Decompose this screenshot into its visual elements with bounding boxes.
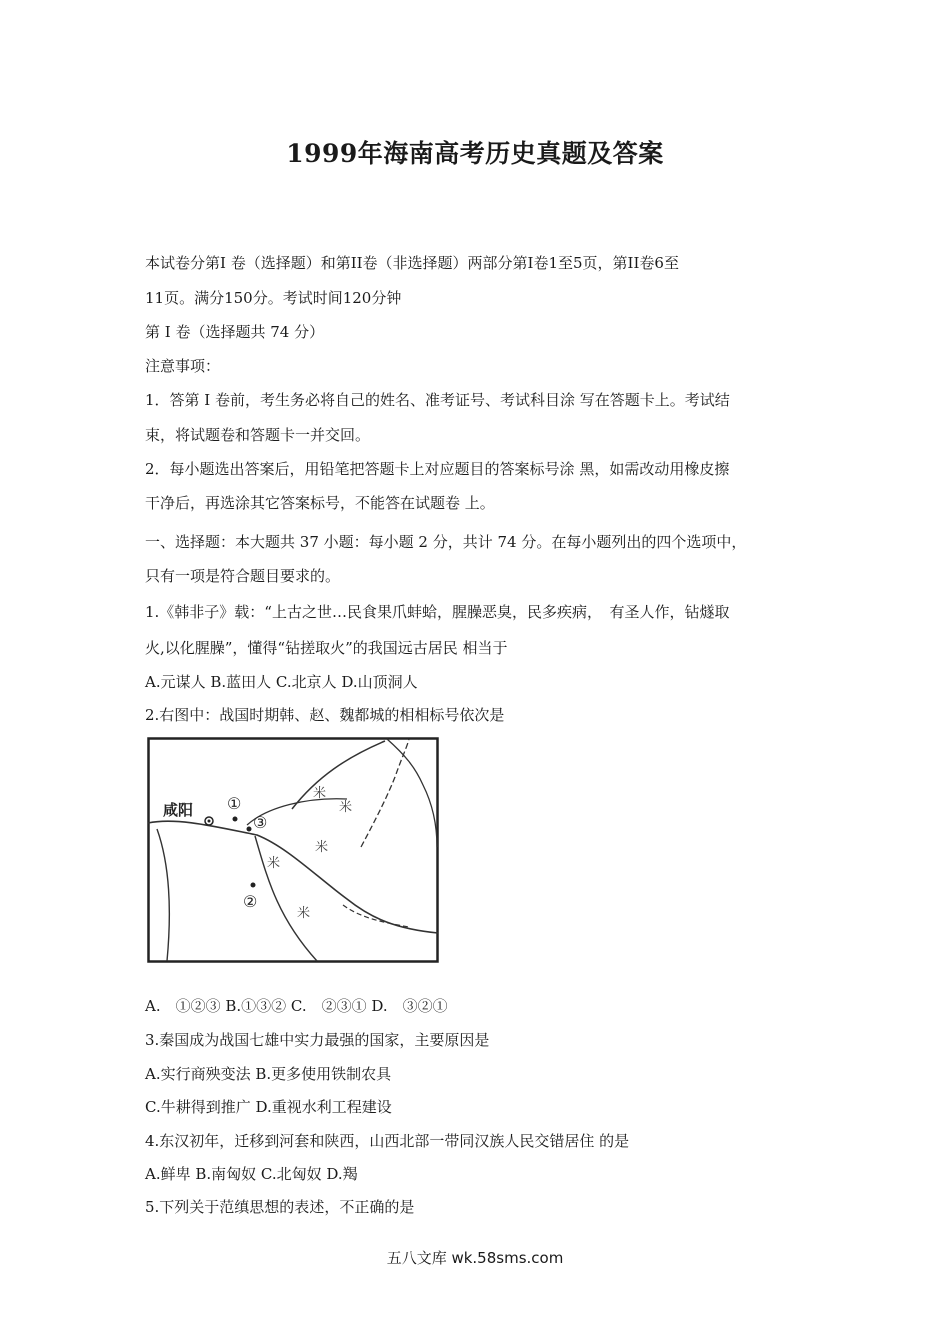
map-glyph: 米 xyxy=(267,856,281,871)
text-line: 1.《韩非子》载：“上古之世…民食果爪蚌蛤，腥臊恶臭，民多疾病， 有圣人作，钻燧取 xyxy=(145,603,730,621)
page-footer: 五八文库 wk.58sms.com xyxy=(386,1249,564,1267)
text-line: 只有一项是符合题目要求的。 xyxy=(145,567,341,585)
map-boundary-south xyxy=(343,905,409,927)
text-line: C.牛耕得到推广 D.重视水利工程建设 xyxy=(145,1098,392,1116)
text-line: 束，将试题卷和答题卡一并交回。 xyxy=(145,426,371,444)
map-glyph: 米 xyxy=(315,840,329,855)
warring-states-map xyxy=(147,737,439,963)
text-line: 干净后，再选涂其它答案标号，不能答在试题卷 上。 xyxy=(145,494,495,512)
map-coastline xyxy=(387,739,437,847)
text-line: 本试卷分第Ⅰ 卷（选择题）和第II卷（非选择题）两部分第Ⅰ卷1至5页，第II卷6至 xyxy=(145,254,679,272)
marker-3: ③ xyxy=(253,813,268,832)
text-line: 5.下列关于范缜思想的表述，不正确的是 xyxy=(145,1198,415,1216)
text-line: A.实行商殃变法 B.更多使用铁制农具 xyxy=(145,1065,392,1083)
text-line: 1．答第 I 卷前，考生务必将自己的姓名、准考证号、考试科目涂 写在答题卡上。考试结 xyxy=(145,391,730,409)
text-line: 4.东汉初年，迁移到河套和陕西，山西北部一带同汉族人民交错居住 的是 xyxy=(145,1132,630,1150)
text-line: 一、选择题：本大题共 37 小题：每小题 2 分，共计 74 分。在每小题列出的四个选项中， xyxy=(145,533,747,551)
text-line: 3.秦国成为战国七雄中实力最强的国家，主要原因是 xyxy=(145,1031,490,1049)
text-line: 火,以化腥臊”，懂得“钻搓取火”的我国远古居民 相当于 xyxy=(145,639,508,657)
map-river xyxy=(148,821,438,933)
text-line: A.鲜卑 B.南匈奴 C.北匈奴 D.羯 xyxy=(145,1165,358,1183)
text-line: 11页。满分150分。考试时间120分钟 xyxy=(145,289,402,307)
map-glyph: 米 xyxy=(313,786,327,801)
map-glyph: 米 xyxy=(339,800,353,815)
text-line: A. ①②③ B.①③② C. ②③① D. ③②① xyxy=(145,997,448,1015)
map-river-branch xyxy=(255,836,317,961)
map-boundary xyxy=(361,739,409,847)
city-dot xyxy=(247,827,252,832)
city-dot xyxy=(251,883,256,888)
marker-2: ② xyxy=(243,892,258,911)
map-glyph: 米 xyxy=(297,906,311,921)
text-line: A.元谋人 B.蓝田人 C.北京人 D.山顶洞人 xyxy=(145,673,418,691)
text-line: 2．每小题选出答案后，用铅笔把答题卡上对应题目的答案标号涂 黑，如需改动用橡皮擦 xyxy=(145,460,730,478)
text-line: 2.右图中：战国时期韩、赵、魏都城的相相标号依次是 xyxy=(145,706,505,724)
text-line: 第 I 卷（选择题共 74 分） xyxy=(145,323,325,341)
city-dot xyxy=(233,817,238,822)
map-frame xyxy=(149,739,438,962)
marker-1: ① xyxy=(227,794,242,813)
page-title: 1999年海南高考历史真题及答案 xyxy=(286,139,664,168)
capital-marker-center xyxy=(208,820,211,823)
city-label-xianyang: 咸阳 xyxy=(163,802,194,819)
text-line: 注意事项： xyxy=(145,357,221,375)
map-river-branch xyxy=(157,829,169,961)
